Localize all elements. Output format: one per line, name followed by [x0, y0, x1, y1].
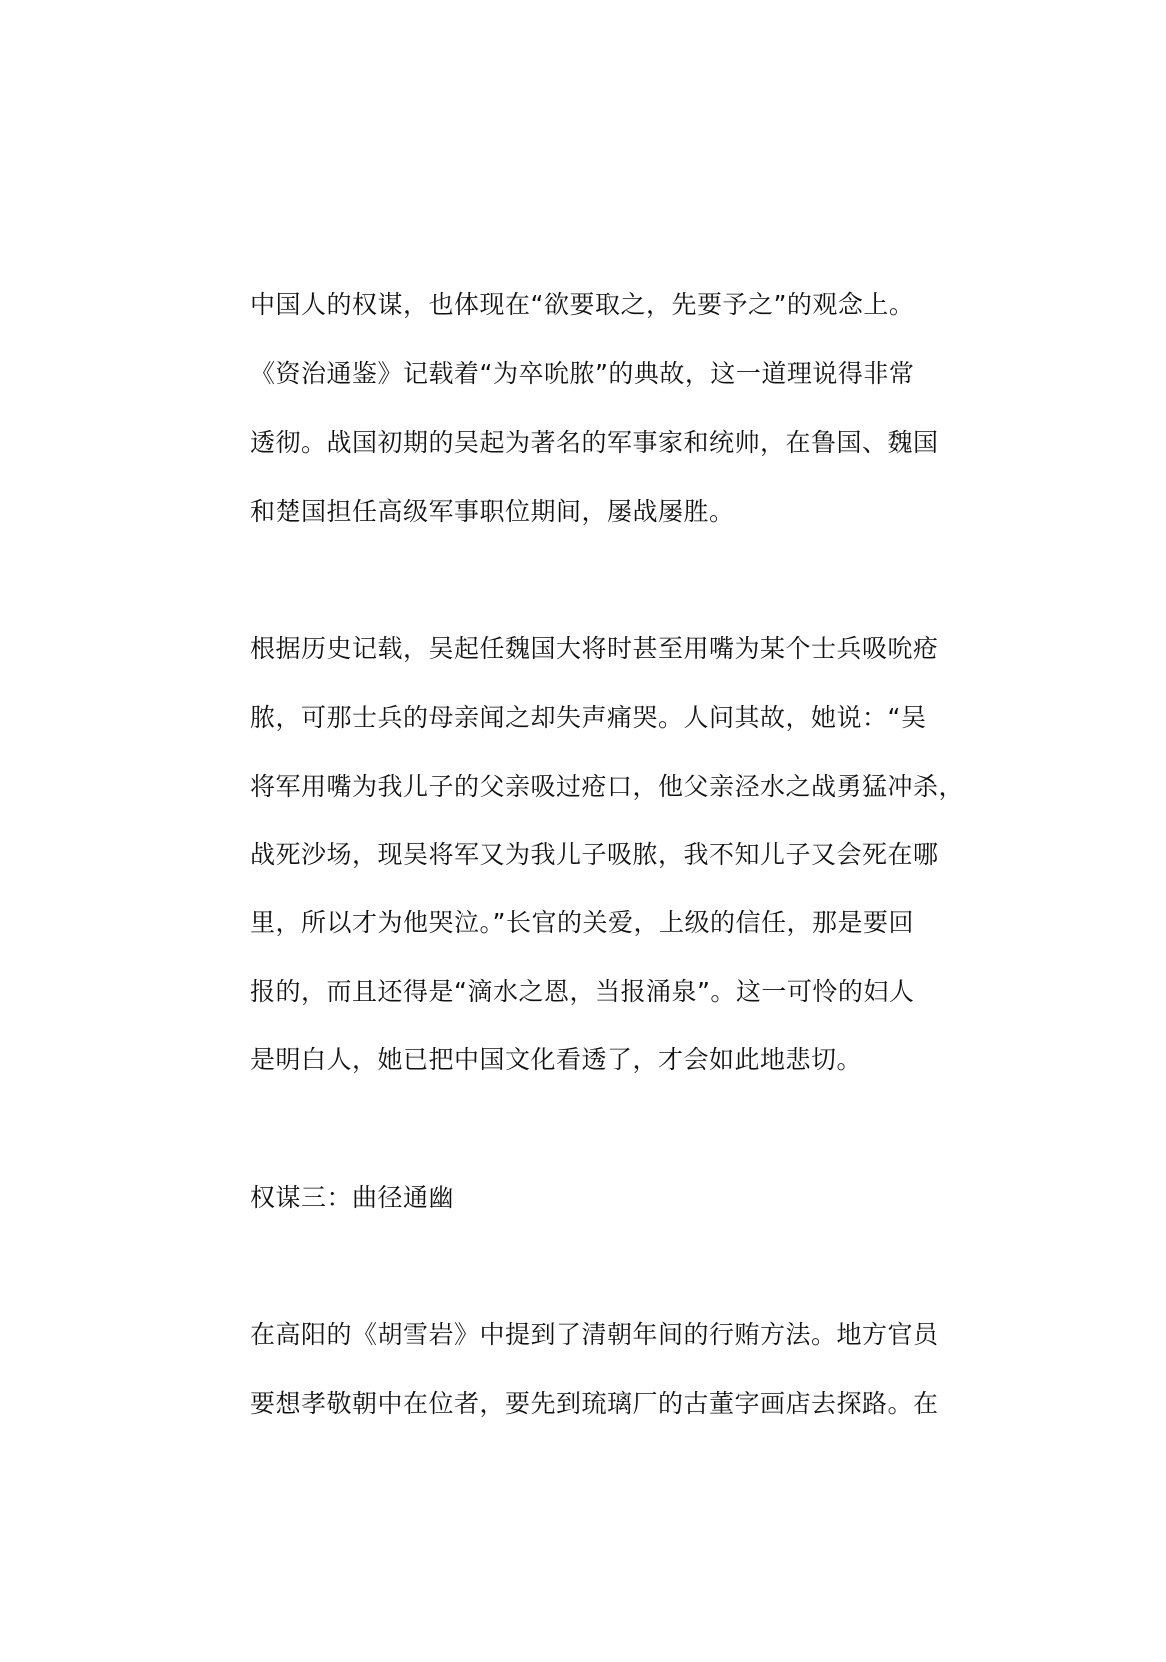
paragraph-line: 战死沙场，现吴将军又为我儿子吸脓，我不知儿子又会死在哪 — [250, 840, 939, 869]
paragraph-line: 和楚国担任高级军事职位期间，屡战屡胜。 — [250, 497, 735, 526]
paragraph-line: 将军用嘴为我儿子的父亲吸过疮口，他父亲泾水之战勇猛冲杀， — [250, 772, 965, 801]
section-heading-text: 权谋三：曲径通幽 — [250, 1183, 455, 1212]
paragraph-line: 《资治通鉴》记载着“为卒吮脓”的典故，这一道理说得非常 — [250, 359, 915, 388]
paragraph-line: 在高阳的《胡雪岩》中提到了清朝年间的行贿方法。地方官员 — [250, 1320, 939, 1349]
paragraph-line: 要想孝敬朝中在位者，要先到琉璃厂的古董字画店去探路。在 — [250, 1389, 939, 1418]
paragraph-line: 中国人的权谋，也体现在“欲要取之，先要予之”的观念上。 — [250, 290, 915, 319]
paragraph-line: 是明白人，她已把中国文化看透了，才会如此地悲切。 — [250, 1045, 863, 1074]
paragraph-line: 脓，可那士兵的母亲闻之却失声痛哭。人问其故，她说：“吴 — [250, 703, 927, 732]
paragraph-line: 报的，而且还得是“滴水之恩，当报涌泉”。这一可怜的妇人 — [250, 977, 915, 1006]
paragraph-line: 根据历史记载，吴起任魏国大将时甚至用嘴为某个士兵吸吮疮 — [250, 634, 939, 663]
paragraph-line: 里，所以才为他哭泣。”长官的关爱，上级的信任，那是要回 — [250, 908, 914, 937]
paragraph-line: 透彻。战国初期的吴起为著名的军事家和统帅，在鲁国、魏国 — [250, 428, 939, 457]
